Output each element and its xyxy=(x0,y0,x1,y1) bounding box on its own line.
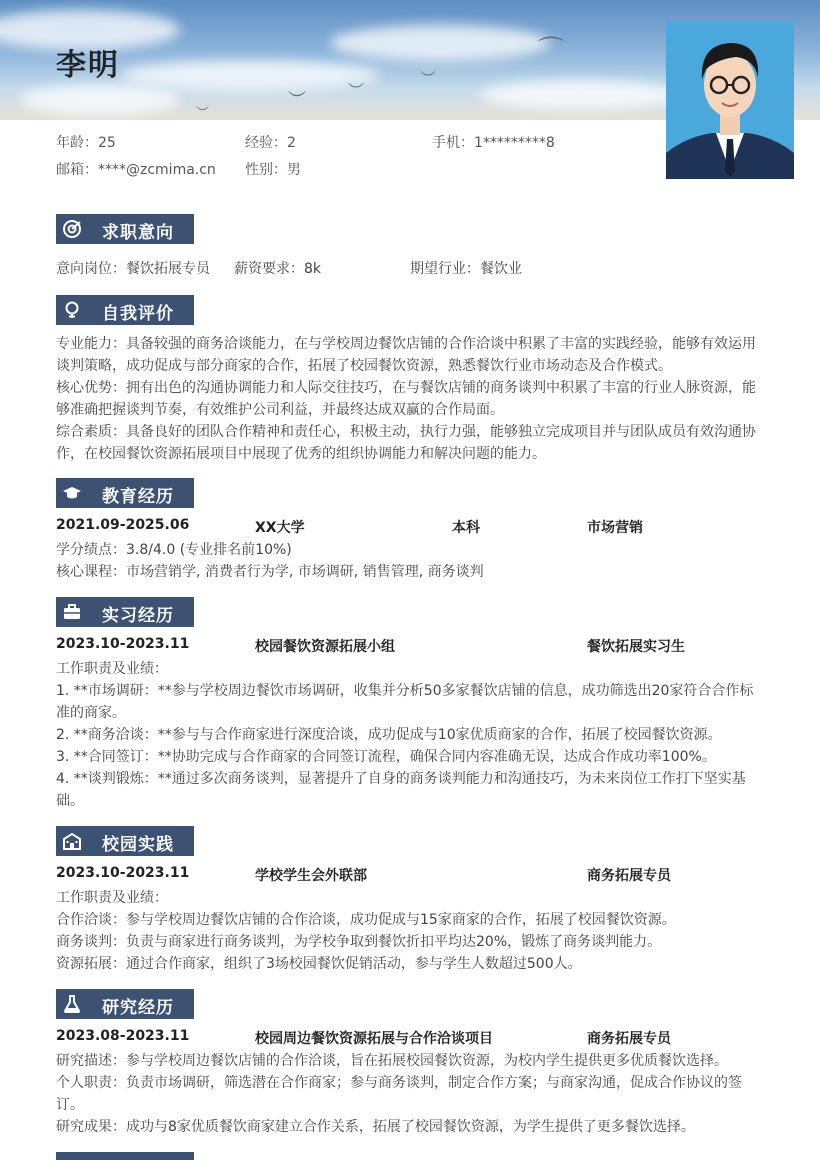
bulb-icon xyxy=(62,300,82,320)
intent-industry: 期望行业：餐饮业 xyxy=(410,261,522,277)
target-icon xyxy=(62,219,82,239)
section-title-self xyxy=(56,295,194,325)
campus-duties-label: 工作职责及业绩： xyxy=(56,890,168,906)
bird-icon: ︶ xyxy=(288,90,306,111)
intern-period: 2023.10-2023.11 xyxy=(56,636,190,652)
section-title-text: 研究经历 xyxy=(102,998,174,1018)
self-eval-item: 综合素质：具备良好的团队合作精神和责任心，积极主动，执行力强，能够独立完成项目并与团队成员有效沟通协作，在校园餐饮资源拓展项目中展现了优秀的组织协调能力和解决问题的能力。 xyxy=(56,424,756,462)
campus-period: 2023.10-2023.11 xyxy=(56,865,190,881)
profile-photo xyxy=(666,21,794,179)
flask-icon xyxy=(62,994,82,1014)
intern-item: 3. **合同签订：**协助完成与合作商家的合同签订流程，确保合同内容准确无误，达成合作成功率100%。 xyxy=(56,749,716,765)
intern-duties-label: 工作职责及业绩： xyxy=(56,661,168,677)
research-item: 研究成果：成功与8家优质餐饮商家建立合作关系，拓展了校园餐饮资源，为学生提供了更多餐饮选择。 xyxy=(56,1119,695,1135)
edu-school: XX大学 xyxy=(255,520,305,536)
campus-role: 商务拓展专员 xyxy=(587,868,671,884)
section-title-text: 教育经历 xyxy=(102,487,174,507)
intern-item: 1. **市场调研：**参与学校周边餐饮市场调研，收集并分析50多家餐饮店铺的信息，成功筛选出20家符合合作标准的商家。 xyxy=(56,683,754,721)
research-project: 校园周边餐饮资源拓展与合作洽谈项目 xyxy=(255,1031,493,1047)
section-title-text: 实习经历 xyxy=(102,606,174,626)
section-title-text: 自我评价 xyxy=(102,304,174,324)
campus-org: 学校学生会外联部 xyxy=(255,868,367,884)
campus-item: 商务谈判：负责与商家进行商务谈判，为学校争取到餐饮折扣平均达20%，锻炼了商务谈判能力。 xyxy=(56,934,662,950)
bird-icon: ︶ xyxy=(348,81,365,100)
research-item: 个人职责：负责市场调研，筛选潜在合作商家；参与商务谈判，制定合作方案；与商家沟通，促成合作协议的签订。 xyxy=(56,1075,742,1113)
campus-item: 合作洽谈：参与学校周边餐饮店铺的合作洽谈，成功促成与15家商家的合作，拓展了校园餐饮资源。 xyxy=(56,912,676,928)
section-title-text: 校园实践 xyxy=(102,835,174,855)
school-building-icon xyxy=(62,831,82,851)
bird-icon: ︶ xyxy=(420,69,437,88)
gender-info: 性别：男 xyxy=(245,162,301,178)
email-info: 邮箱：****@zcmima.cn xyxy=(56,162,216,178)
intent-salary: 薪资要求：8k xyxy=(234,261,322,277)
intern-role: 餐饮拓展实习生 xyxy=(587,639,685,655)
campus-item: 资源拓展：通过合作商家，组织了3场校园餐饮促销活动，参与学生人数超过500人。 xyxy=(56,956,582,972)
section-title-intent xyxy=(56,214,194,244)
edu-period: 2021.09-2025.06 xyxy=(56,517,190,533)
edu-major: 市场营销 xyxy=(587,520,643,536)
section-title-next xyxy=(56,1152,194,1160)
briefcase-icon xyxy=(62,602,82,622)
bird-icon: ︶ xyxy=(196,106,210,120)
research-period: 2023.08-2023.11 xyxy=(56,1028,190,1044)
research-item: 研究描述：参与学校周边餐饮店铺的合作洽谈，旨在拓展校园餐饮资源，为校内学生提供更多优质餐饮选择。 xyxy=(56,1053,728,1069)
age-info: 年龄：25 xyxy=(56,135,116,151)
intern-org: 校园餐饮资源拓展小组 xyxy=(255,639,395,655)
section-title-campus xyxy=(56,826,194,856)
phone-info: 手机：1*********8 xyxy=(432,135,555,151)
self-eval-item: 专业能力：具备较强的商务洽谈能力，在与学校周边餐饮店铺的合作洽谈中积累了丰富的实践经验，能够有效运用谈判策略，成功促成与部分商家的合作，拓展了校园餐饮资源，熟悉餐饮行业市场动态及合作模式。 xyxy=(56,336,756,374)
edu-degree: 本科 xyxy=(452,520,480,536)
edu-courses: 核心课程：市场营销学, 消费者行为学, 市场调研, 销售管理, 商务谈判 xyxy=(56,564,484,580)
graduation-cap-icon xyxy=(62,483,82,503)
section-title-edu xyxy=(56,478,194,508)
section-title-intern xyxy=(56,597,194,627)
intern-item: 4. **谈判锻炼：**通过多次商务谈判，显著提升了自身的商务谈判能力和沟通技巧，为未来岗位工作打下坚实基础。 xyxy=(56,771,746,809)
section-title-text: 求职意向 xyxy=(102,223,174,243)
section-title-research xyxy=(56,989,194,1019)
bird-icon: ⌒ xyxy=(538,36,565,66)
self-eval-item: 核心优势：拥有出色的沟通协调能力和人际交往技巧，在与餐饮店铺的商务谈判中积累了丰富的行业人脉资源，能够准确把握谈判节奏，有效维护公司利益，并最终达成双赢的合作局面。 xyxy=(56,380,756,418)
candidate-name: 李明 xyxy=(56,48,120,83)
edu-gpa: 学分绩点：3.8/4.0 (专业排名前10%) xyxy=(56,542,292,558)
intern-item: 2. **商务洽谈：**参与与合作商家进行深度洽谈，成功促成与10家优质商家的合作，拓展了校园餐饮资源。 xyxy=(56,727,722,743)
research-role: 商务拓展专员 xyxy=(587,1031,671,1047)
experience-info: 经验：2 xyxy=(245,135,296,151)
intent-position: 意向岗位：餐饮拓展专员 xyxy=(56,261,210,277)
